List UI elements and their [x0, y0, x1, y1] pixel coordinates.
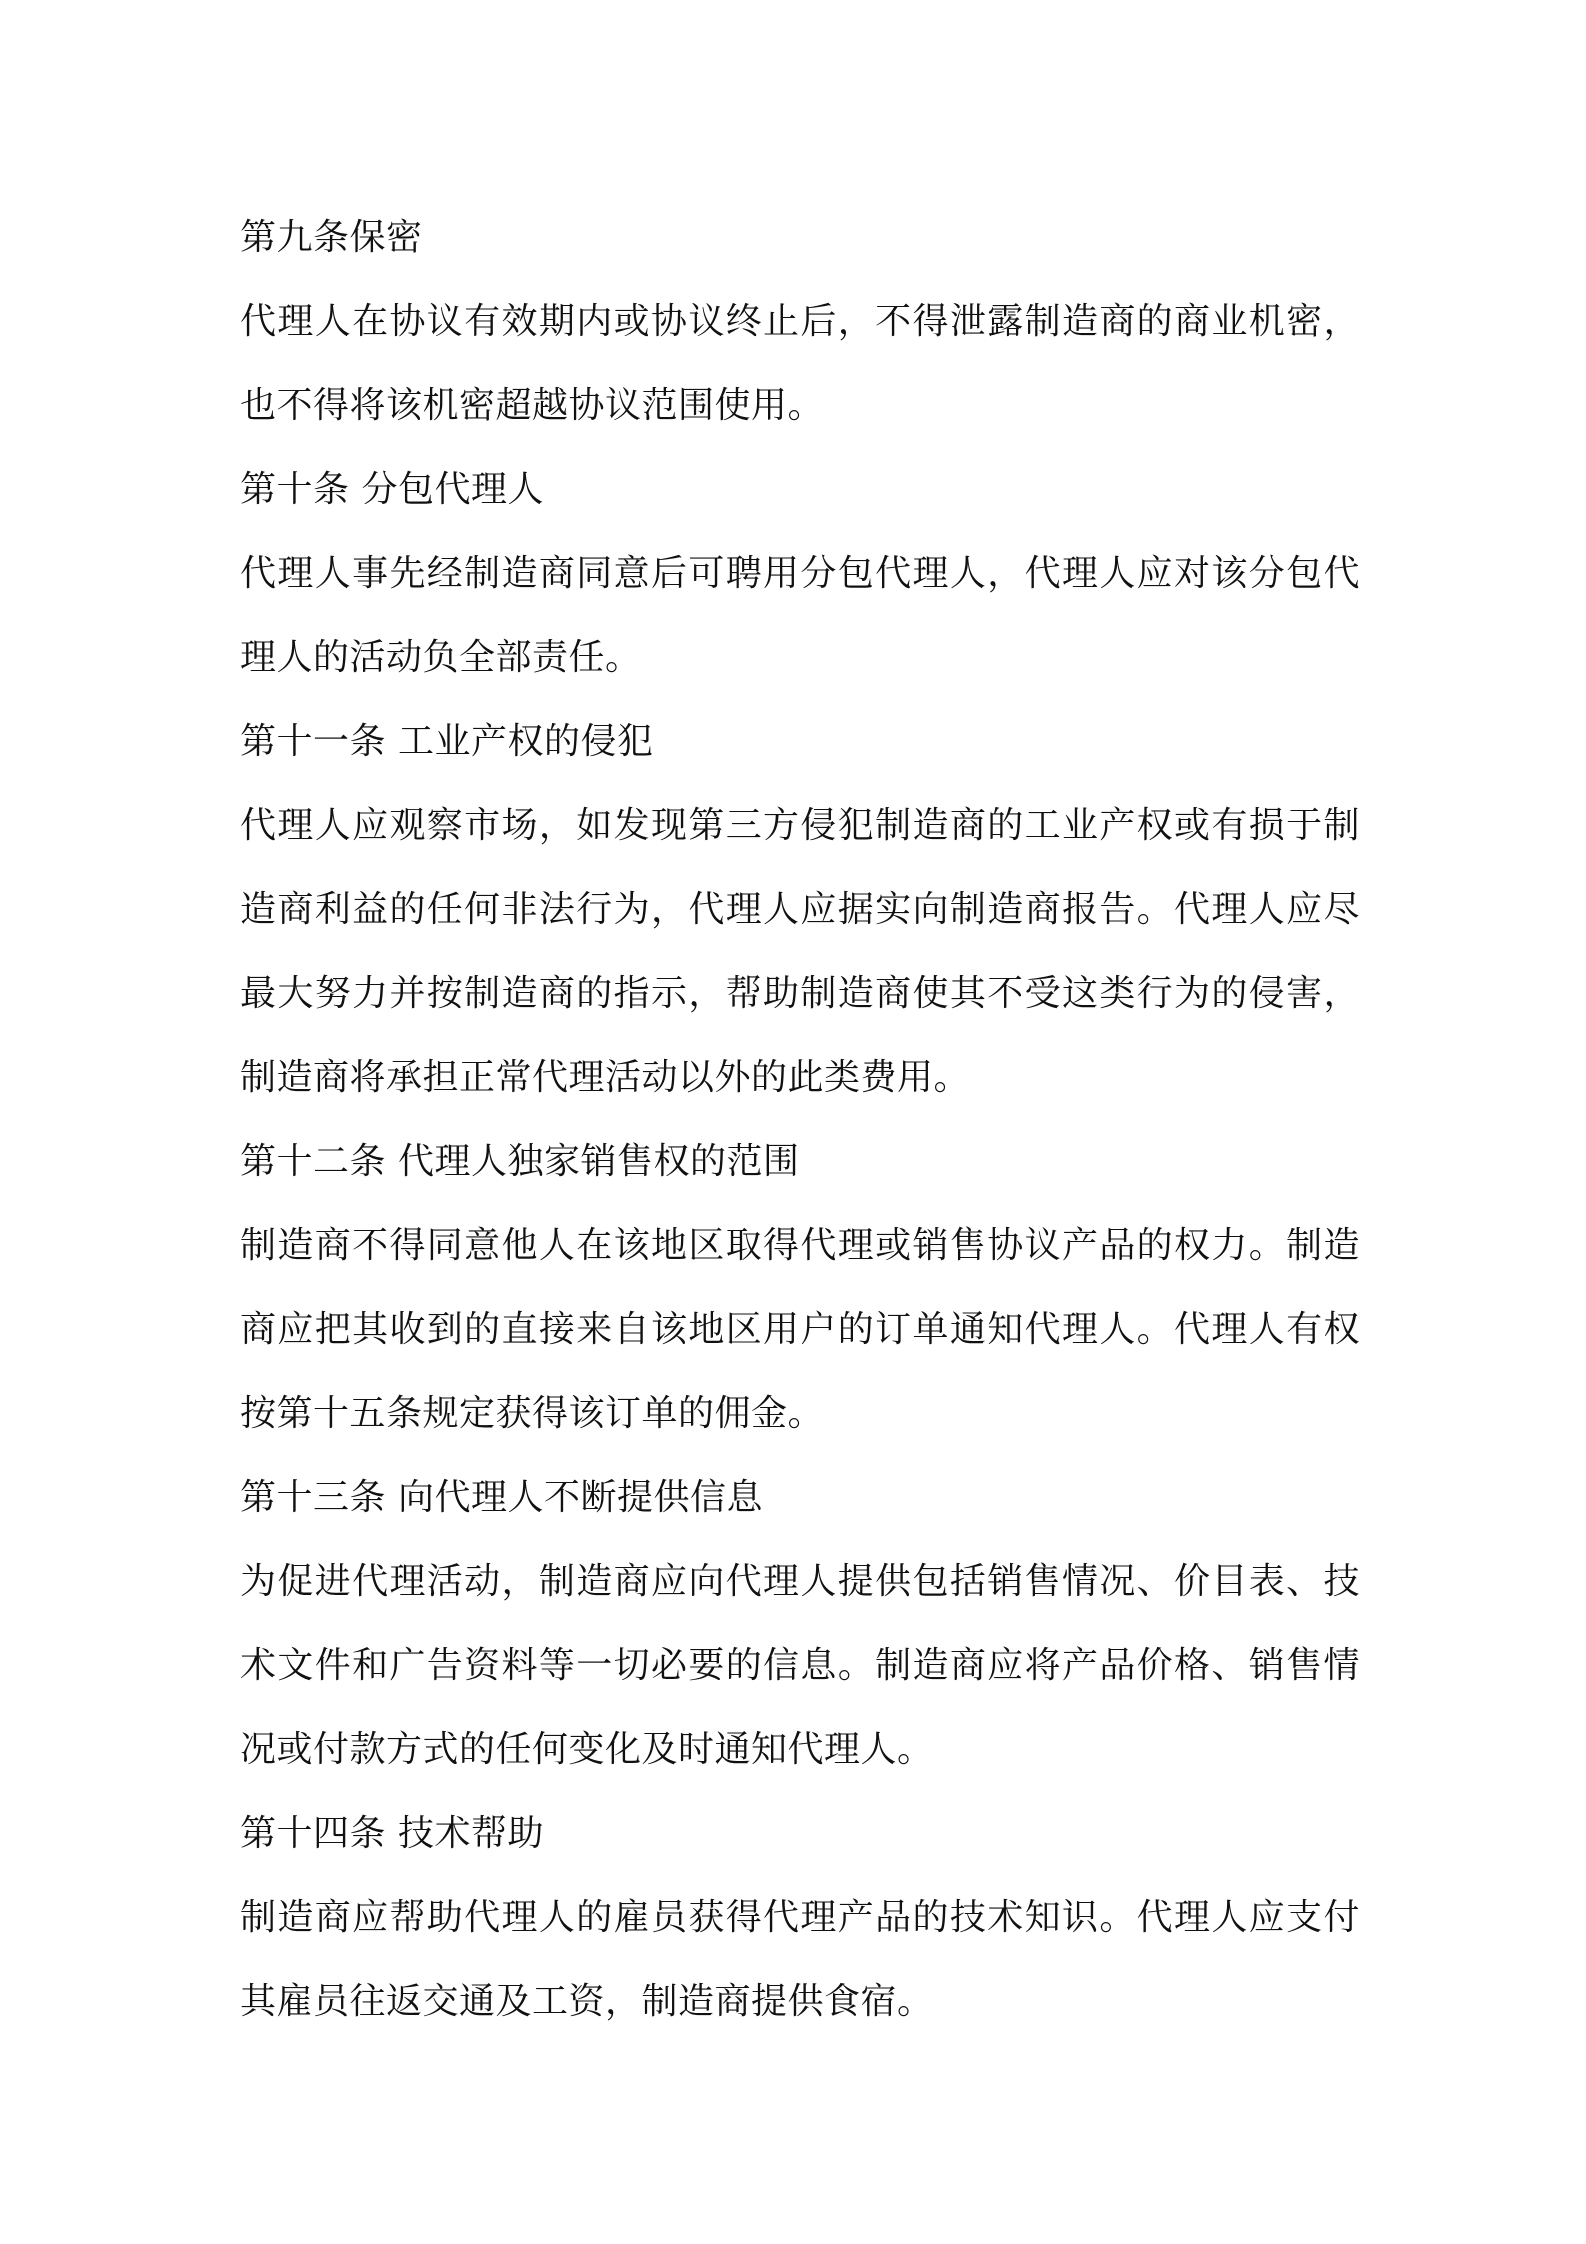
article-14-heading: 第十四条 技术帮助	[240, 1813, 544, 1854]
article-10-text-line-2: 理人的活动负全部责任。	[240, 637, 642, 678]
article-11-text-line-1: 代理人应观察市场，如发现第三方侵犯制造商的工业产权或有损于制	[240, 805, 1360, 846]
article-12-text-line-3: 按第十五条规定获得该订单的佣金。	[240, 1393, 825, 1434]
article-10-text-line-1: 代理人事先经制造商同意后可聘用分包代理人，代理人应对该分包代	[240, 553, 1360, 594]
article-10-heading: 第十条 分包代理人	[240, 469, 544, 510]
article-13-heading: 第十三条 向代理人不断提供信息	[240, 1477, 763, 1518]
article-9-heading: 第九条保密	[240, 217, 423, 258]
article-13-text-line-2: 术文件和广告资料等一切必要的信息。制造商应将产品价格、销售情	[240, 1645, 1360, 1686]
article-14-text-line-2: 其雇员往返交通及工资，制造商提供食宿。	[240, 1981, 934, 2022]
article-12-heading: 第十二条 代理人独家销售权的范围	[240, 1141, 800, 1182]
article-13-text-line-1: 为促进代理活动，制造商应向代理人提供包括销售情况、价目表、技	[240, 1561, 1360, 1602]
article-12-text-line-2: 商应把其收到的直接来自该地区用户的订单通知代理人。代理人有权	[240, 1309, 1360, 1350]
article-9-text-line-1: 代理人在协议有效期内或协议终止后，不得泄露制造商的商业机密，	[240, 301, 1360, 342]
document-body	[240, 196, 1360, 2044]
article-9-text-line-2: 也不得将该机密超越协议范围使用。	[240, 385, 825, 426]
article-11-text-line-2: 造商利益的任何非法行为，代理人应据实向制造商报告。代理人应尽	[240, 889, 1360, 930]
article-11-heading: 第十一条 工业产权的侵犯	[240, 721, 654, 762]
article-12-text-line-1: 制造商不得同意他人在该地区取得代理或销售协议产品的权力。制造	[240, 1225, 1360, 1266]
article-11-text-line-4: 制造商将承担正常代理活动以外的此类费用。	[240, 1057, 971, 1098]
article-14-text-line-1: 制造商应帮助代理人的雇员获得代理产品的技术知识。代理人应支付	[240, 1897, 1360, 1938]
article-13-text-line-3: 况或付款方式的任何变化及时通知代理人。	[240, 1729, 934, 1770]
article-11-text-line-3: 最大努力并按制造商的指示，帮助制造商使其不受这类行为的侵害，	[240, 973, 1360, 1014]
